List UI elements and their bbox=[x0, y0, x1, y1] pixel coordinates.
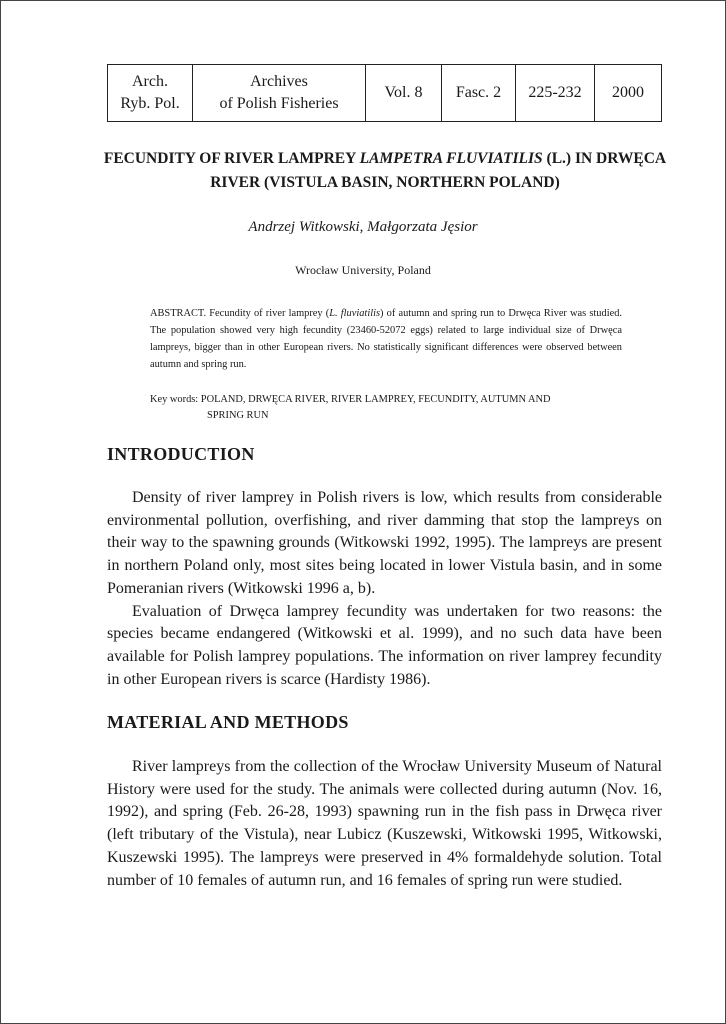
journal-name-line2: of Polish Fisheries bbox=[219, 95, 339, 112]
title-part1: FECUNDITY OF RIVER LAMPREY bbox=[103, 150, 360, 167]
pages-cell: 225-232 bbox=[516, 65, 595, 122]
keywords-line2: SPRING RUN bbox=[207, 410, 269, 421]
affiliation: Wrocław University, Poland bbox=[295, 263, 431, 277]
keywords-line1: Key words: POLAND, DRWĘCA RIVER, RIVER LAMPREY, FECUNDITY, AUTUMN AND bbox=[150, 394, 551, 405]
journal-abbrev-line2: Ryb. Pol. bbox=[120, 95, 180, 112]
abstract-part1: ABSTRACT. Fecundity of river lamprey ( bbox=[150, 308, 330, 319]
journal-abbrev-cell bbox=[108, 65, 193, 122]
abstract bbox=[150, 305, 622, 373]
title-species: LAMPETRA FLUVIATILIS bbox=[359, 150, 543, 167]
journal-name-cell bbox=[193, 65, 366, 122]
abstract-part2: ) of autumn and spring run to Drwęca River was studied. The population showed very high fecundity (23460-52072 eggs) related to large individual size of Drwęca lampreys, bigger than in other European rivers. No statistically significant differences were observed between autumn and spring run. bbox=[150, 308, 622, 370]
introduction-heading: INTRODUCTION bbox=[107, 444, 255, 464]
journal-abbrev-line1: Arch. bbox=[132, 73, 168, 90]
journal-name-line1: Archives bbox=[250, 73, 308, 90]
methods-body bbox=[107, 756, 662, 892]
keywords bbox=[150, 392, 622, 424]
methods-paragraph-1: River lampreys from the collection of the Wrocław University Museum of Natural History were used for the study. The animals were collected during autumn (Nov. 16, 1992), and spring (Feb. 26-28, 1993) spawning run in the fish pass in Drwęca river (left tributary of the Vistula), near Lubicz (Kuszewski, Witkowski 1995, Witkowski, Kuszewski 1995). The lampreys were preserved in 4% formaldehyde solution. Total number of 10 females of autumn run, and 16 females of spring run were studied. bbox=[107, 758, 662, 889]
title-part2: (L.) IN DRWĘCA RIVER (VISTULA BASIN, NORTHERN POLAND) bbox=[210, 150, 667, 191]
introduction-paragraph-1: Density of river lamprey in Polish rivers is low, which results from considerable environmental pollution, overfishing, and river damming that stop the lampreys on their way to the spawning grounds (Witkowski 1992, 1995). The lampreys are present in northern Poland only, most sites being located in lower Vistula basin, and in some Pomeranian rivers (Witkowski 1996 a, b). bbox=[107, 489, 662, 597]
introduction-body bbox=[107, 487, 662, 691]
paper-title bbox=[95, 147, 675, 195]
volume-cell: Vol. 8 bbox=[366, 65, 442, 122]
journal-header-table bbox=[107, 64, 662, 122]
year-cell: 2000 bbox=[595, 65, 662, 122]
fascicle-cell: Fasc. 2 bbox=[442, 65, 516, 122]
methods-heading: MATERIAL AND METHODS bbox=[107, 712, 349, 732]
abstract-species: L. fluviatilis bbox=[329, 308, 381, 319]
introduction-paragraph-2: Evaluation of Drwęca lamprey fecundity was undertaken for two reasons: the species became endangered (Witkowski et al. 1999), and no such data have been available for Polish lamprey populations. The information on river lamprey fecundity in other European rivers is scarce (Hardisty 1986). bbox=[107, 602, 662, 688]
authors: Andrzej Witkowski, Małgorzata Jęsior bbox=[248, 219, 478, 235]
